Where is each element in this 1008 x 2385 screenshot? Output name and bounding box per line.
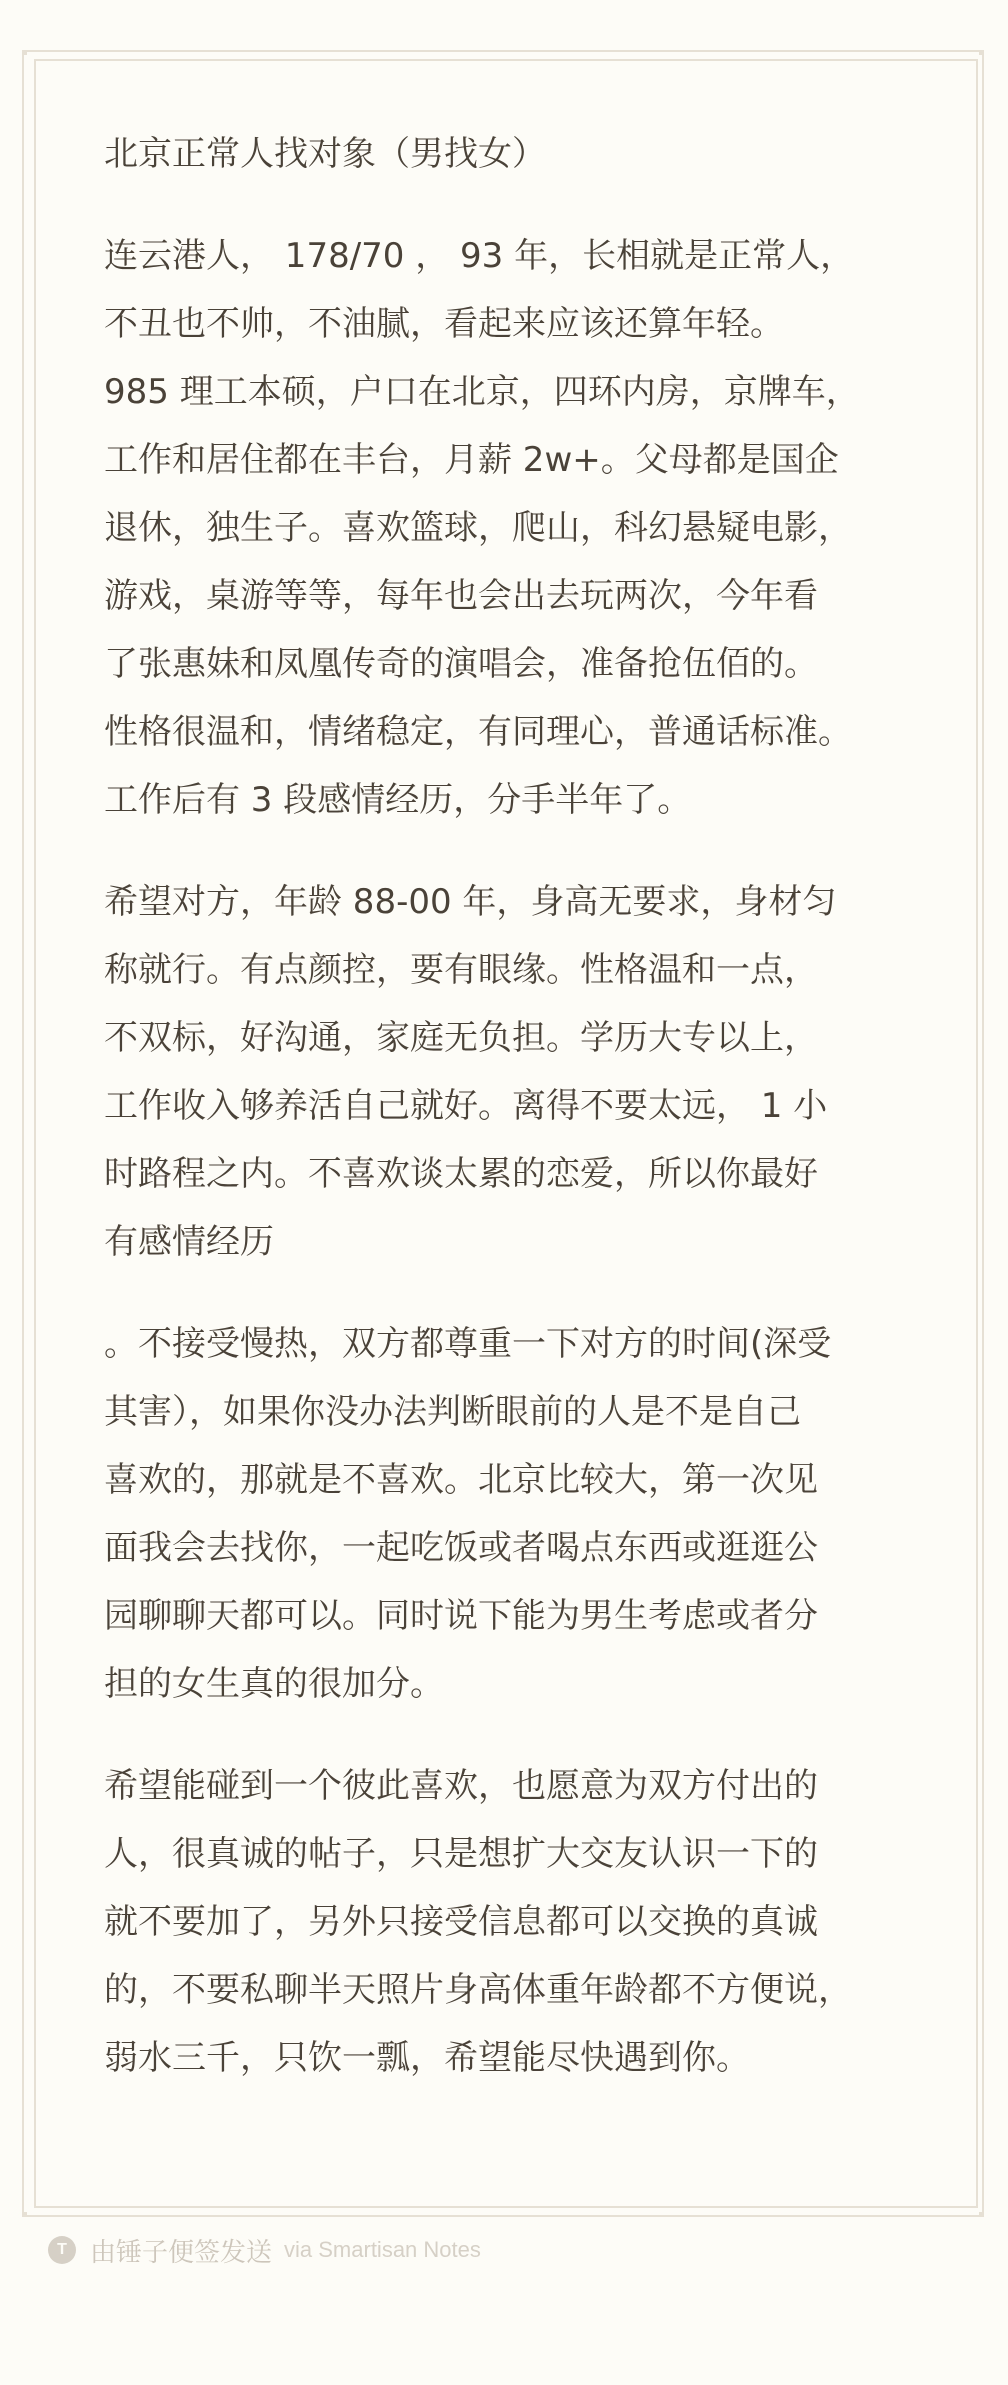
smartisan-logo-icon: T [48, 2236, 76, 2264]
footer-via: via Smartisan Notes [284, 2237, 481, 2262]
share-footer [48, 2232, 481, 2268]
border-corner [979, 50, 984, 55]
footer-label: 由锤子便签发送 [90, 2237, 273, 2268]
note-content [104, 120, 904, 2092]
note-paragraph: 连云港人， 178/70 ， 93 年，长相就是正常人， 不丑也不帅，不油腻，看起来应该还算年轻。 985 理工本硕，户口在北京，四环内房，京牌车， 工作和居住都在丰台，月薪 2w+。父母都是国企 退休，独生子。喜欢篮球，爬山，科幻悬疑电影， 游戏，桌游等等，每年也会出去玩两次，今年看 了张惠妹和凤凰传奇的演唱会，准备抢伍佰的。 性格很温和，情绪稳定，有同理心，普通话标准。 工作后有 3 段感情经历，分手半年了。 [104, 236, 860, 820]
border-corner [22, 2212, 27, 2217]
note-paragraph: 希望对方，年龄 88-00 年，身高无要求，身材匀 称就行。有点颜控，要有眼缘。性格温和一点， 不双标，好沟通，家庭无负担。学历大专以上， 工作收入够养活自己就好。离得不要太远， 1 小 时路程之内。不喜欢谈太累的恋爱，所以你最好 有感情经历 [104, 882, 837, 1262]
note-paragraph: 。不接受慢热，双方都尊重一下对方的时间(深受 其害），如果你没办法判断眼前的人是不是自己 喜欢的，那就是不喜欢。北京比较大，第一次见 面我会去找你，一起吃饭或者喝点东西或逛逛公 园聊聊天都可以。同时说下能为男生考虑或者分 担的女生真的很加分。 [104, 1324, 832, 1704]
note-paragraph: 希望能碰到一个彼此喜欢，也愿意为双方付出的 人，很真诚的帖子，只是想扩大交友认识一下的 就不要加了，另外只接受信息都可以交换的真诚 的，不要私聊半天照片身高体重年龄都不方便说， 弱水三千，只饮一瓢，希望能尽快遇到你。 [104, 1766, 852, 2078]
border-corner [22, 50, 27, 55]
note-title: 北京正常人找对象（男找女） [104, 134, 546, 174]
border-corner [979, 2212, 984, 2217]
